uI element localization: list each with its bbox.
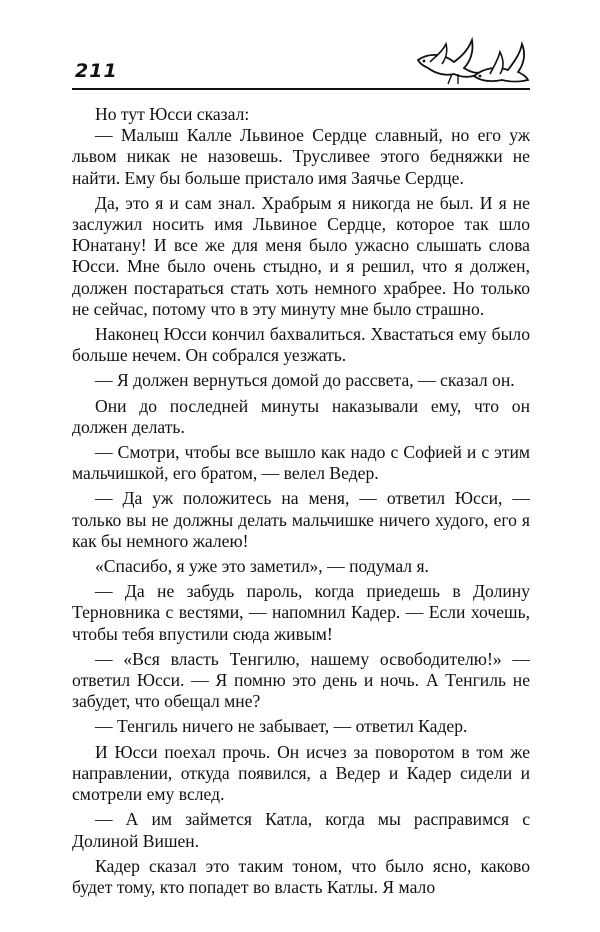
paragraph: Наконец Юсси кончил бахвалиться. Хвастаться ему было больше нечем. Он собрался уезжать. bbox=[72, 324, 530, 366]
paragraph: — «Вся власть Тенгилю, нашему освободителю!» — ответил Юсси. — Я помню это день и ночь. А Тенгиль не забудет, что обещал мне? bbox=[72, 648, 530, 712]
page-header bbox=[72, 32, 530, 92]
paragraph: Кадер сказал это таким тоном, что было ясно, каково будет тому, кто попадет во власть Катлы. Я мало bbox=[72, 855, 530, 897]
paragraph: Они до последней минуты наказывали ему, что он должен делать. bbox=[72, 395, 530, 437]
paragraph: — А им займется Катла, когда мы расправимся с Долиной Вишен. bbox=[72, 809, 530, 851]
paragraph: — Малыш Калле Львиное Сердце славный, но его уж львом никак не назовешь. Трусливее этого бедняжки не найти. Ему бы больше пристало имя Заячье Сердце. bbox=[72, 125, 530, 188]
paragraph: Но тут Юсси сказал: bbox=[95, 104, 250, 124]
paragraph: — Тенгиль ничего не забывает, — ответил Кадер. bbox=[95, 716, 468, 737]
body-text bbox=[72, 104, 530, 898]
paragraph: — Смотри, чтобы все вышло как надо с Софией и с этим мальчишкой, его братом, — велел Ведер. bbox=[72, 442, 530, 484]
paragraph: — Да не забудь пароль, когда приедешь в Долину Терновника с вестями, — напомнил Кадер. — Если хочешь, чтобы тебя впустили сюда живым! bbox=[72, 581, 530, 644]
paragraph: — Я должен вернуться домой до рассвета, — сказал он. bbox=[95, 370, 515, 391]
flying-birds-icon bbox=[412, 32, 530, 88]
paragraph: — Да уж положитесь на меня, — ответил Юсси, — только вы не должны делать мальчишке ничего худого, его я как бы немного жалею! bbox=[72, 488, 530, 551]
paragraph: «Спасибо, я уже это заметил», — подумал я. bbox=[95, 556, 429, 577]
paragraph: Да, это я и сам знал. Храбрым я никогда не был. И я не заслужил носить имя Львиное Сердце, которое так шло Юнатану! И все же для меня было ужасно слышать слова Юсси. Мне было очень стыдно, и я решил, что я должен, должен постараться стать хоть немного храбрее. Но только не сейчас, потому что в эту минуту мне было страшно. bbox=[72, 192, 530, 319]
paragraph: И Юсси поехал прочь. Он исчез за поворотом в том же направлении, откуда появился, а Ведер и Кадер сидели и смотрели ему вслед. bbox=[72, 741, 530, 805]
header-rule bbox=[72, 88, 530, 90]
page-number: 211 bbox=[75, 60, 118, 82]
